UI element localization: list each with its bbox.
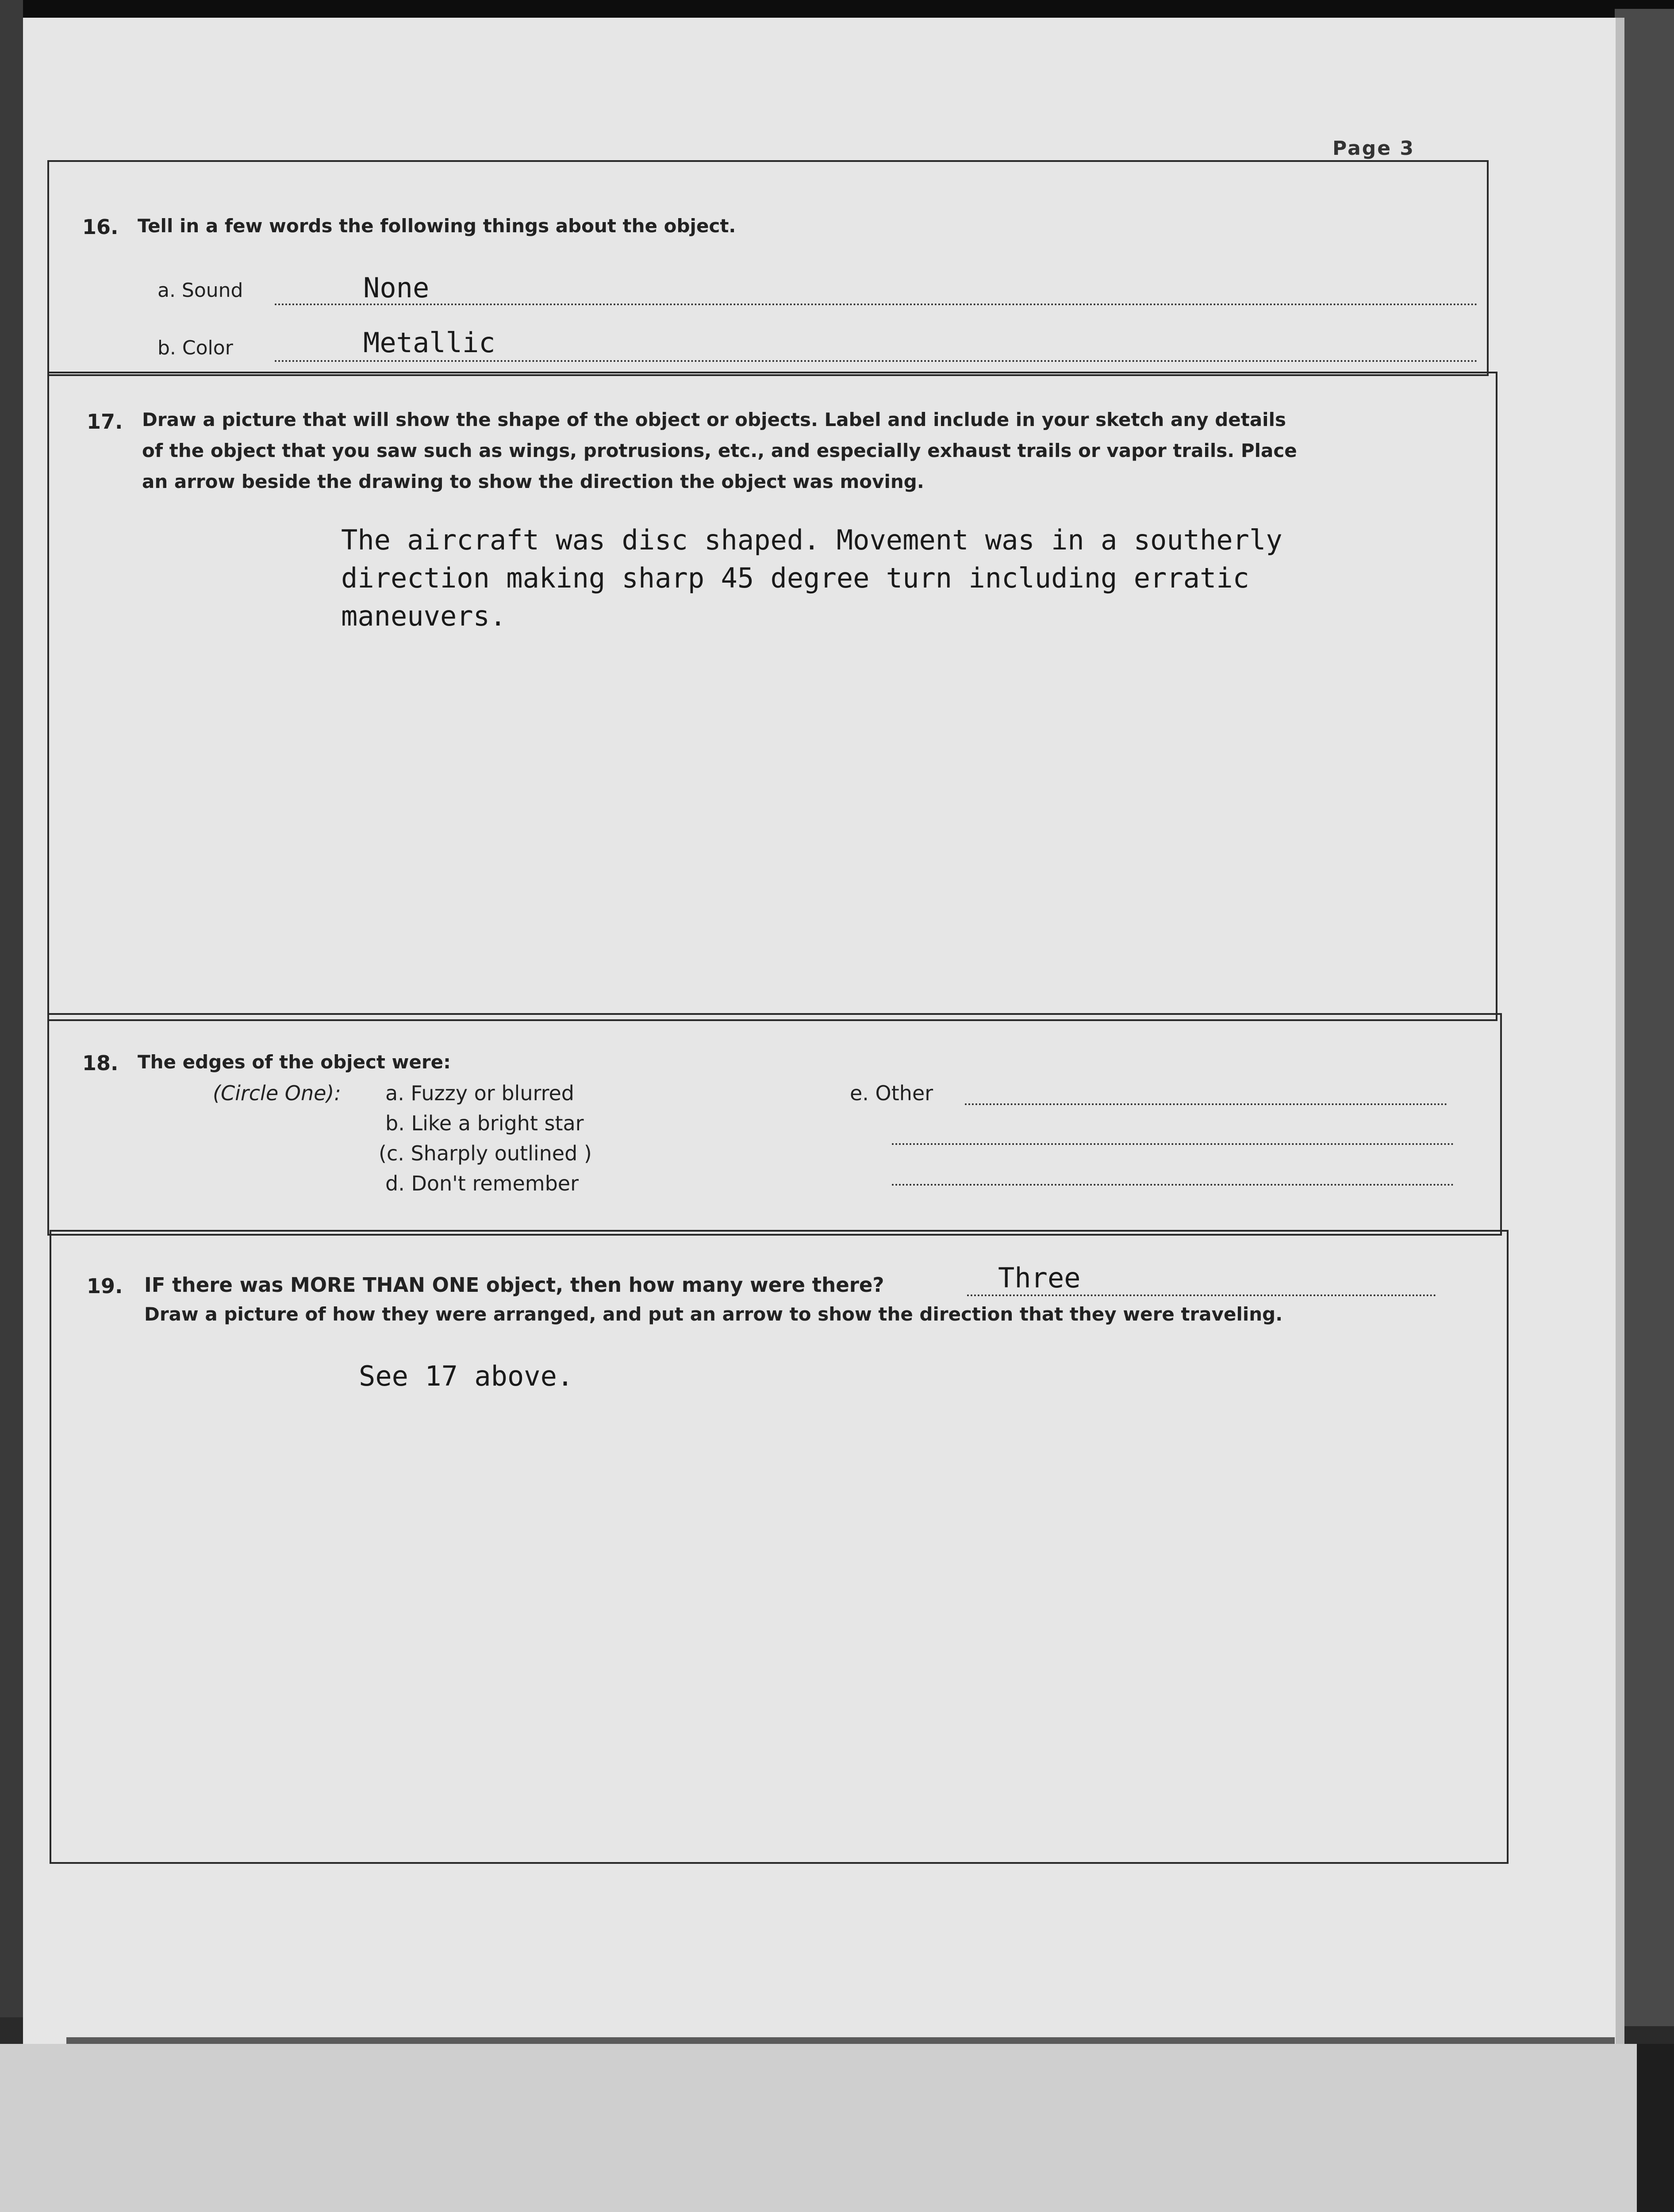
question-19-box <box>50 1230 1509 1864</box>
question-18-prompt: The edges of the object were: <box>138 1051 451 1073</box>
sound-answer: None <box>363 272 430 304</box>
film-edge-bottom-right <box>1637 2044 1674 2212</box>
paper-edge <box>1616 18 1624 2044</box>
question-18-box <box>47 1013 1502 1236</box>
question-19-prompt-line2: Draw a picture of how they were arranged, and put an arrow to show the direction that they were traveling. <box>144 1303 1283 1325</box>
sound-label: a. Sound <box>157 279 243 302</box>
edge-option-e: e. Other <box>850 1081 933 1105</box>
sound-answer-line <box>275 303 1478 305</box>
edge-option-b: b. Like a bright star <box>385 1111 584 1135</box>
edge-option-a: a. Fuzzy or blurred <box>385 1081 574 1105</box>
question-17-prompt-line3: an arrow beside the drawing to show the direction the object was moving. <box>142 471 924 492</box>
question-17-answer-line1: The aircraft was disc shaped. Movement was in a southerly <box>341 524 1282 556</box>
other-answer-line-1 <box>965 1103 1447 1105</box>
film-edge-left <box>0 0 23 2017</box>
question-16-number: 16. <box>82 215 119 239</box>
edge-option-c: (c. Sharply outlined ) <box>379 1141 592 1165</box>
film-background <box>0 2044 1674 2212</box>
color-label: b. Color <box>157 337 233 359</box>
color-answer-line <box>275 360 1478 362</box>
question-19-answer: See 17 above. <box>359 1360 574 1392</box>
edge-option-d: d. Don't remember <box>385 1171 579 1195</box>
question-16-prompt: Tell in a few words the following things about the object. <box>138 215 736 237</box>
circle-one-label: (Circle One): <box>213 1081 341 1105</box>
form-page <box>23 18 1616 2044</box>
question-19-number: 19. <box>87 1274 123 1298</box>
page-number: Page 3 <box>1332 137 1415 160</box>
question-17-answer-line2: direction making sharp 45 degree turn including erratic <box>341 562 1249 594</box>
question-17-number: 17. <box>87 410 123 434</box>
other-answer-line-3 <box>892 1184 1454 1186</box>
question-17-prompt-line1: Draw a picture that will show the shape of the object or objects. Label and include in your sketch any details <box>142 409 1286 430</box>
question-19-prompt-line1: IF there was MORE THAN ONE object, then how many were there? <box>144 1273 884 1297</box>
film-edge-top <box>0 0 1674 18</box>
count-answer-line <box>967 1294 1436 1296</box>
question-17-box <box>47 372 1497 1021</box>
color-answer: Metallic <box>363 326 495 359</box>
count-answer: Three <box>998 1262 1081 1294</box>
question-17-prompt-line2: of the object that you saw such as wings, protrusions, etc., and especially exhaust trails or vapor trails. Place <box>142 440 1297 461</box>
question-16-box <box>47 160 1489 376</box>
question-18-number: 18. <box>82 1051 119 1075</box>
other-answer-line-2 <box>892 1143 1454 1145</box>
question-17-answer-line3: maneuvers. <box>341 600 507 632</box>
